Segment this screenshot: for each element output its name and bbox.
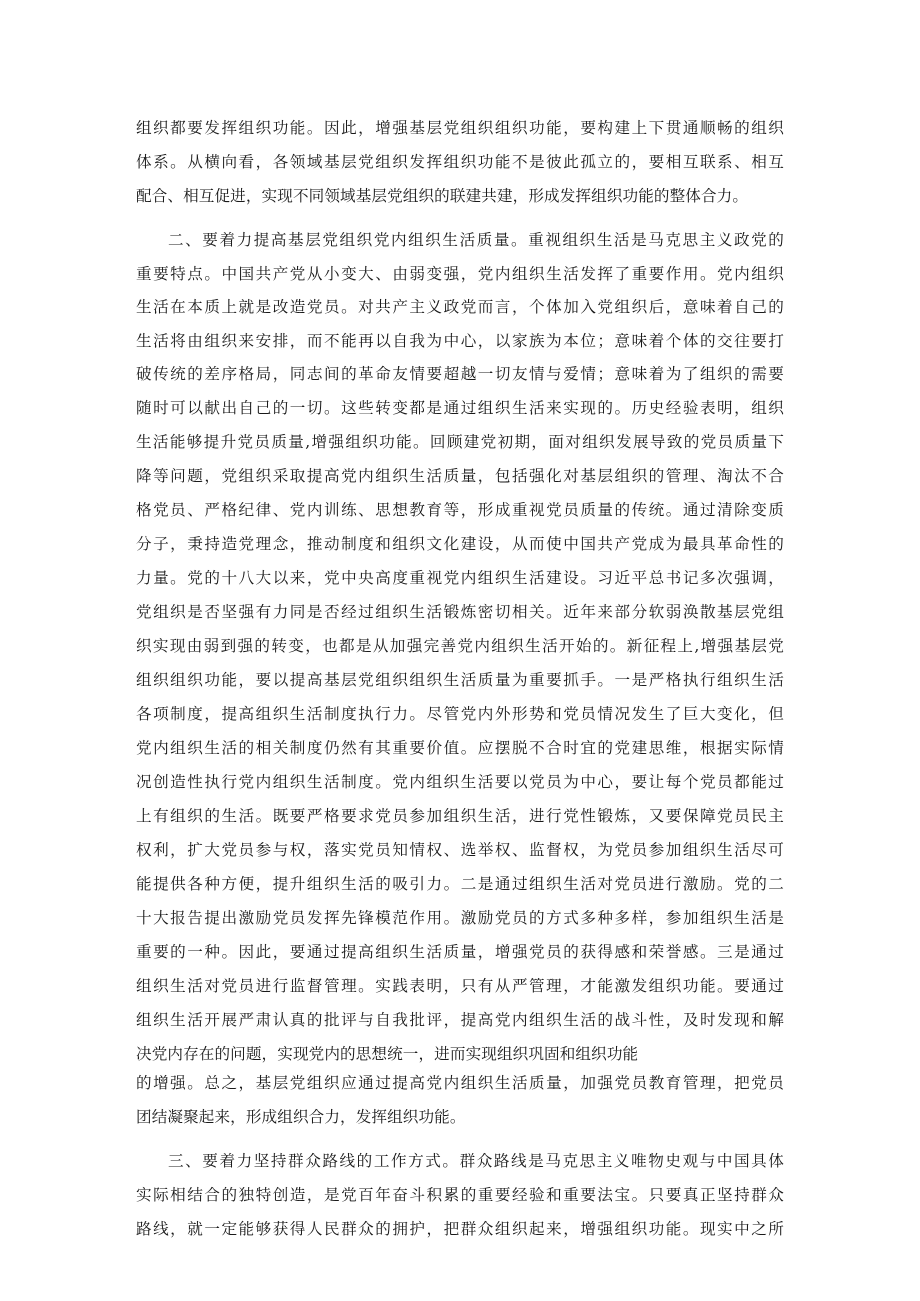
text-line: 重要特点。中国共产党从小变大、由弱变强，党内组织生活发挥了重要作用。党内组织 [136,265,784,283]
text-line: 随时可以献出自己的一切。这些转变都是通过组织生活来实现的。历史经验表明，组织 [136,399,784,417]
text-line: 各项制度，提高组织生活制度执行力。尽管党内外形势和党员情况发生了巨大变化，但 [136,705,784,723]
text-line: 党组织是否坚强有力同是否经过组织生活锻炼密切相关。近年来部分软弱涣散基层党组 [136,603,784,621]
text-line: 党内组织生活的相关制度仍然有其重要价值。应摆脱不合时宜的党建思维，根据实际情 [136,739,784,757]
text-line: 组织生活开展严肃认真的批评与自我批评，提高党内组织生活的战斗性，及时发现和解 [136,1011,784,1029]
text-line: 团结凝聚起来，形成组织合力，发挥组织功能。 [136,1108,466,1126]
text-line: 组织生活对党员进行监督管理。实践表明，只有从严管理，才能激发组织功能。要通过 [136,977,784,995]
text-line: 三、要着力坚持群众路线的工作方式。群众路线是马克思主义唯物史观与中国具体 [168,1152,784,1170]
text-line: 体系。从横向看，各领域基层党组织发挥组织功能不是彼此孤立的，要相互联系、相互 [136,153,784,171]
text-line: 重要的一种。因此，要通过提高组织生活质量，增强党员的获得感和荣誉感。三是通过 [136,943,784,961]
text-line: 权利，扩大党员参与权，落实党员知情权、选举权、监督权，为党员参加组织生活尽可 [136,841,784,859]
text-line: 实际相结合的独特创造，是党百年奋斗积累的重要经验和重要法宝。只要真正坚持群众 [136,1186,784,1204]
text-line: 决党内存在的问题，实现党内的思想统一，进而实现组织巩固和组织功能 [136,1045,639,1063]
text-line: 的增强。总之，基层党组织应通过提高党内组织生活质量，加强党员教育管理，把党员 [136,1074,784,1092]
text-line: 织实现由弱到强的转变，也都是从加强完善党内组织生活开始的。新征程上,增强基层党 [136,637,784,655]
text-line: 能提供各种方便，提升组织生活的吸引力。二是通过组织生活对党员进行激励。党的二 [136,875,784,893]
text-line: 路线，就一定能够获得人民群众的拥护，把群众组织起来，增强组织功能。现实中之所 [136,1220,784,1238]
text-line: 生活将由组织来安排，而不能再以自我为中心，以家族为本位；意味着个体的交往要打 [136,332,784,350]
text-line: 破传统的差序格局，同志间的革命友情要超越一切友情与爱情；意味着为了组织的需要 [136,365,784,383]
text-line: 生活在本质上就是改造党员。对共产主义政党而言，个体加入党组织后，意味着自己的 [136,298,784,316]
text-line: 组织都要发挥组织功能。因此，增强基层党组织组织功能，要构建上下贯通顺畅的组织 [136,119,784,137]
text-line: 降等问题，党组织采取提高党内组织生活质量，包括强化对基层组织的管理、淘汰不合 [136,467,784,485]
text-line: 分子，秉持造党理念，推动制度和组织文化建设，从而使中国共产党成为最具革命性的 [136,535,784,553]
text-line: 十大报告提出激励党员发挥先锋模范作用。激励党员的方式多种多样，参加组织生活是 [136,909,784,927]
text-line: 况创造性执行党内组织生活制度。党内组织生活要以党员为中心，要让每个党员都能过 [136,773,784,791]
text-line: 二、要着力提高基层党组织党内组织生活质量。重视组织生活是马克思主义政党的 [168,231,784,249]
text-line: 上有组织的生活。既要严格要求党员参加组织生活，进行党性锻炼，又要保障党员民主 [136,807,784,825]
text-line: 配合、相互促进，实现不同领域基层党组织的联建共建，形成发挥组织功能的整体合力。 [136,187,749,205]
text-line: 格党员、严格纪律、党内训练、思想教育等，形成重视党员质量的传统。通过清除变质 [136,501,784,519]
text-line: 生活能够提升党员质量,增强组织功能。回顾建党初期，面对组织发展导致的党员质量下 [136,433,784,451]
text-line: 组织组织功能，要以提高基层党组织组织生活质量为重要抓手。一是严格执行组织生活 [136,671,784,689]
text-line: 力量。党的十八大以来，党中央高度重视党内组织生活建设。习近平总书记多次强调， [136,569,784,587]
